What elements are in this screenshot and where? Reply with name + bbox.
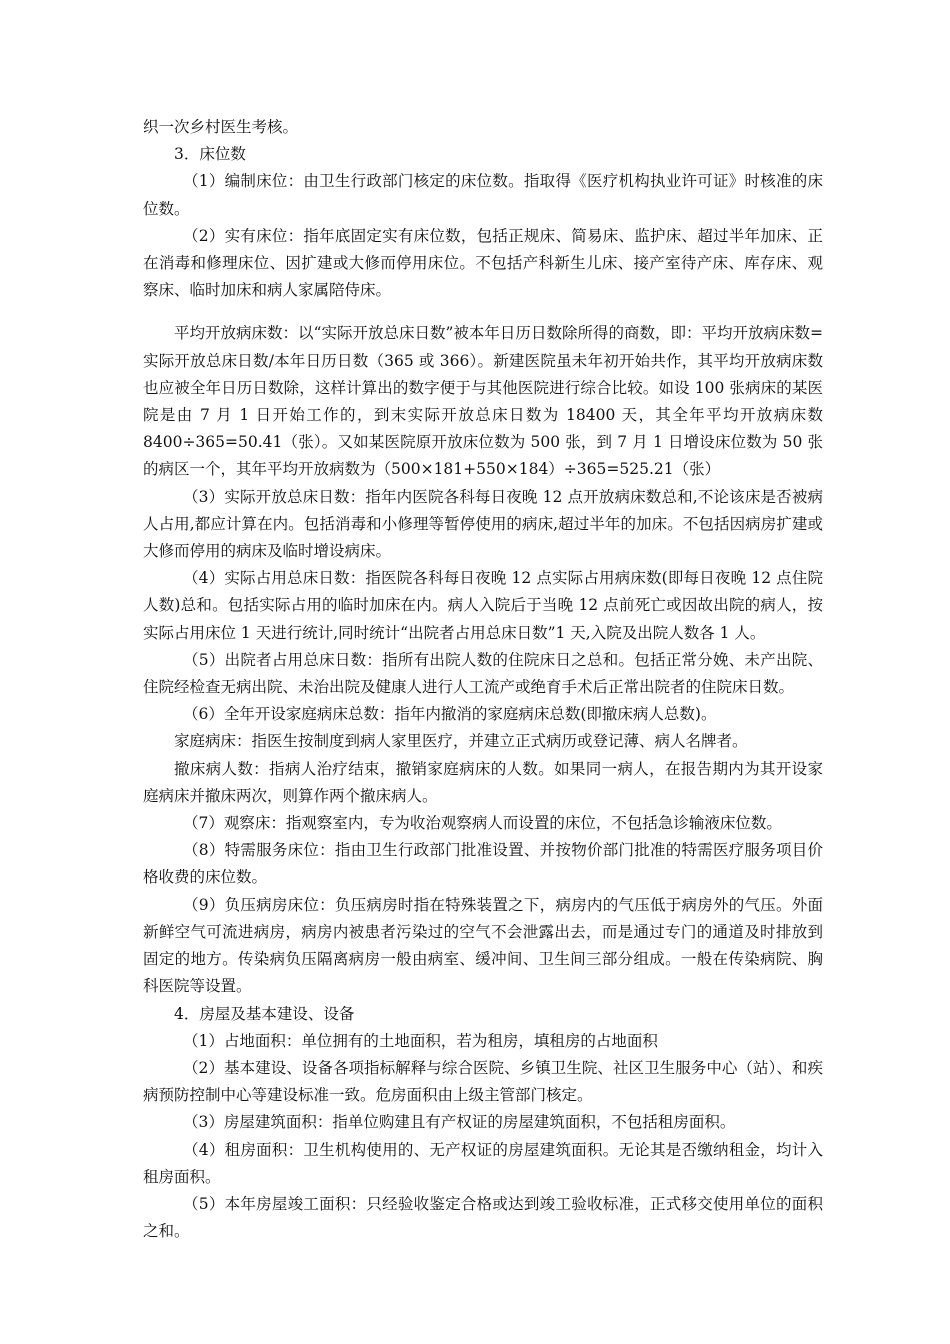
spacer	[143, 304, 823, 320]
paragraph: （6）全年开设家庭病床总数：指年内撤消的家庭病床总数(即撤床病人总数)。	[183, 705, 717, 724]
paragraph: （4）实际占用总床日数：指医院各科每日夜晚 12 点实际占用病床数(即每日夜晚 12 点住院人数)总和。包括实际占用的临时加床在内。病人入院后于当晚 12 点前死亡或因故出院的病人，按实际占用床位 1 天进行统计,同时统计“出院者占用总床日数”1 天,入院及出院人数各 1 人。	[143, 569, 823, 642]
paragraph: （3）实际开放总床日数：指年内医院各科每日夜晚 12 点开放病床数总和,不论该床是否被病人占用,都应计算在内。包括消毒和小修理等暂停使用的病床,超过半年的加床。不包括因病房扩建或大修而停用的病床及临时增设病床。	[143, 487, 823, 561]
paragraph: （5）本年房屋竣工面积：只经验收鉴定合格或达到竣工验收标准，正式移交使用单位的面积之和。	[143, 1194, 823, 1241]
paragraph: 家庭病床：指医生按制度到病人家里医疗，并建立正式病历或登记薄、病人名牌者。	[174, 732, 748, 751]
paragraph: （9）负压病房床位：负压病房时指在特殊装置之下，病房内的气压低于病房外的气压。外面新鲜空气可流进病房，病房内被患者污染过的空气不会泄露出去，而是通过专门的通道及时排放到固定的地方。传染病负压隔离病房一般由病室、缓冲间、卫生间三部分组成。一般在传染病院、胸科医院等设置。	[143, 895, 823, 996]
paragraph: 平均开放病床数：以“实际开放总床日数”被本年日历日数除所得的商数，即：平均开放病床数=实际开放总床日数/本年日历日数（365 或 366）。新建医院虽未年初开始共作，其平均开放病床数也应被全年日历日数除，这样计算出的数字便于与其他医院进行综合比较。如设 100 张病床的某医院是由 7 月 1 日开始工作的，到末实际开放总床日数为 18400 天，其全年平均开放病床数 8400÷365=50.41（张）。又如某医院原开放床位数为 500 张，到 7 月 1 日增设床位数为 50 张的病区一个，其年平均开放病数为（500×181+550×184）÷365=525.21（张）	[143, 324, 823, 479]
paragraph: （2）基本建设、设备各项指标解释与综合医院、乡镇卫生院、社区卫生服务中心（站）、和疾病预防控制中心等建设标准一致。危房面积由上级主管部门核定。	[143, 1058, 823, 1105]
section-heading: 3．床位数	[174, 145, 246, 164]
paragraph: （1）占地面积：单位拥有的土地面积，若为租房，填租房的占地面积	[183, 1031, 658, 1050]
section-heading: 4．房屋及基本建设、设备	[174, 1004, 355, 1023]
paragraph: （8）特需服务床位：指由卫生行政部门批准设置、并按物价部门批准的特需医疗服务项目价格收费的床位数。	[143, 841, 823, 887]
paragraph: （5）出院者占用总床日数：指所有出院人数的住院床日之总和。包括正常分娩、未产出院、住院经检查无病出院、未治出院及健康人进行人工流产或绝育手术后正常出院者的住院床日数。	[143, 650, 823, 697]
paragraph: （7）观察床：指观察室内，专为收治观察病人而设置的床位，不包括急诊输液床位数。	[183, 814, 782, 833]
paragraph: 撤床病人数：指病人治疗结束，撤销家庭病床的人数。如果同一病人，在报告期内为其开设家庭病床并撤床两次，则算作两个撤床病人。	[143, 759, 823, 805]
paragraph: （1）编制床位：由卫生行政部门核定的床位数。指取得《医疗机构执业许可证》时核准的床位数。	[143, 172, 823, 218]
paragraph: 织一次乡村医生考核。	[143, 118, 299, 136]
paragraph: （2）实有床位：指年底固定实有床位数，包括正规床、简易床、监护床、超过半年加床、正在消毒和修理床位、因扩建或大修而停用床位。不包括产科新生儿床、接产室待产床、库存床、观察床、临时加床和病人家属陪侍床。	[143, 226, 823, 300]
paragraph: （4）租房面积：卫生机构使用的、无产权证的房屋建筑面积。无论其是否缴纳租金，均计入租房面积。	[143, 1140, 823, 1186]
paragraph: （3）房屋建筑面积：指单位购建且有产权证的房屋建筑面积，不包括租房面积。	[183, 1113, 736, 1132]
document-body	[143, 114, 823, 1245]
